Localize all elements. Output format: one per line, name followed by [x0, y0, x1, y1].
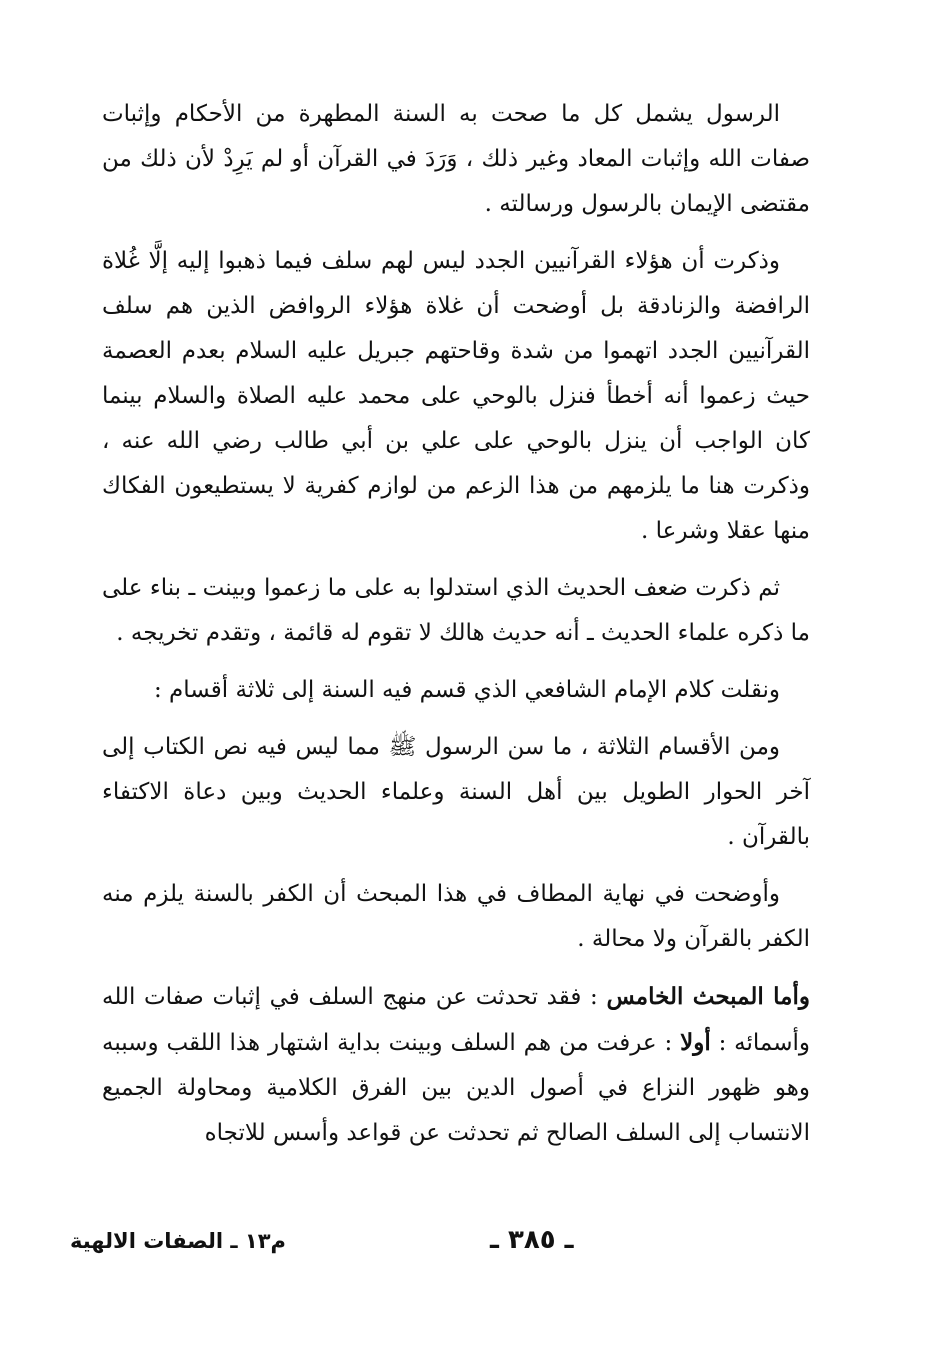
- page-footer: [60, 1225, 860, 1265]
- paragraph-1: الرسول يشمل كل ما صحت به السنة المطهرة من الأحكام وإثبات صفات الله وإثبات المعاد وغير ذلك ، وَرَدَ في القرآن أو لم يَرِدْ لأن ذلك من مقتضى الإيمان بالرسول ورسالته .: [102, 101, 810, 217]
- page-number: ـ ٣٨٥ ـ: [490, 1225, 574, 1255]
- section-heading-inline: وأما المبحث الخامس: [606, 983, 810, 1010]
- paragraph-3: ثم ذكرت ضعف الحديث الذي استدلوا به على ما زعموا وبينت ـ بناء على ما ذكره علماء الحديث ـ أنه حديث هالك لا تقوم له قائمة ، وتقدم تخريجه .: [102, 575, 810, 646]
- paragraph-7: [102, 974, 810, 1156]
- paragraph-4: ونقلت كلام الإمام الشافعي الذي قسم فيه السنة إلى ثلاثة أقسام :: [153, 677, 780, 703]
- signature-mark: م١٣ ـ الصفات الالهية: [70, 1229, 286, 1253]
- paragraph-6: وأوضحت في نهاية المطاف في هذا المبحث أن الكفر بالسنة يلزم منه الكفر بالقرآن ولا محالة .: [102, 881, 810, 952]
- paragraph-5: ومن الأقسام الثلاثة ، ما سن الرسول ﷺ مما ليس فيه نص الكتاب إلى آخر الحوار الطويل بين أهل السنة وعلماء الحديث وبين دعاة الاكتفاء بالقرآن .: [102, 734, 810, 850]
- paragraph-2: وذكرت أن هؤلاء القرآنيين الجدد ليس لهم سلف فيما ذهبوا إليه إلَّا غُلاة الرافضة والزنادقة بل أوضحت أن غلاة هؤلاء الروافض الذين هم سلف القرآنيين الجدد اتهموا من شدة وقاحتهم جبريل عليه السلام بعدم العصمة حيث زعموا أنه أخطأ فنزل بالوحي على محمد عليه الصلاة والسلام بينما كان الواجب أن ينزل بالوحي على علي بن أبي طالب رضي الله عنه ، وذكرت هنا ما يلزمهم من هذا الزعم من لوازم كفرية لا يستطيعون الفكاك منها عقلا وشرعا .: [102, 248, 810, 544]
- paragraph-7-text-a: : فقد تحدثت عن منهج السلف في إثبات صفات الله وأسمائه :: [102, 984, 810, 1056]
- body-text: [102, 92, 810, 1168]
- paragraph-7-text-b: : عرفت من هم السلف وبينت بداية اشتهار هذا اللقب وسببه وهو ظهور النزاع في أصول الدين بين الفرق الكلامية ومحاولة الجميع الانتساب إلى السلف الصالح ثم تحدثت عن قواعد وأسس للاتجاه: [102, 1030, 810, 1146]
- first-point-label: أولا: [680, 1029, 711, 1056]
